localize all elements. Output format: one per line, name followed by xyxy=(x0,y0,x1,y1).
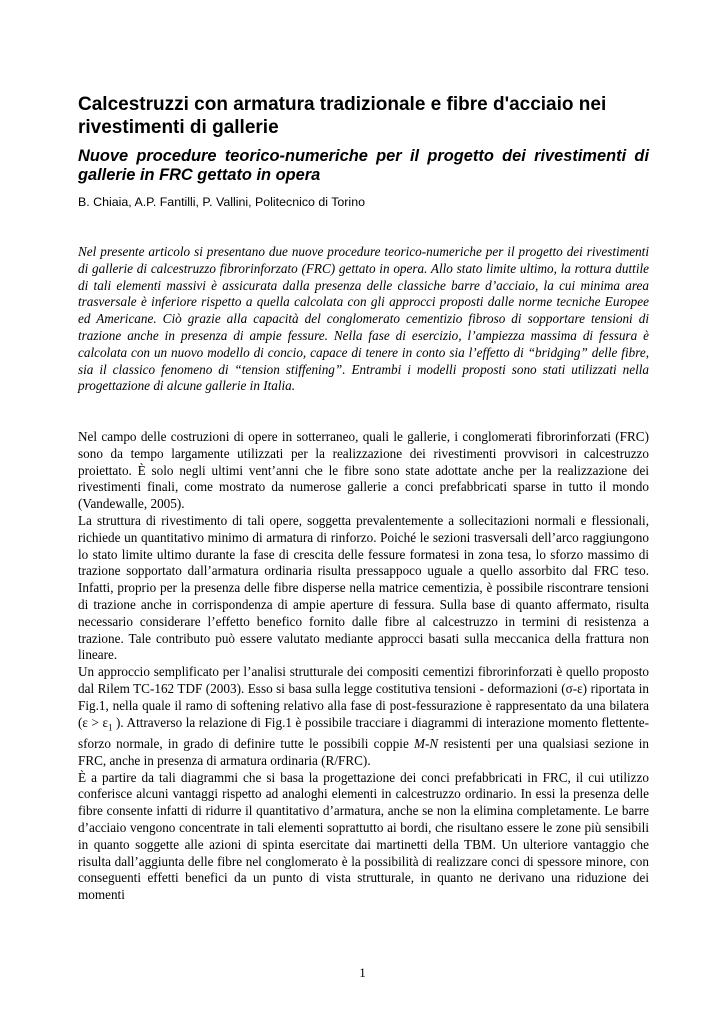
paper-authors: B. Chiaia, A.P. Fantilli, P. Vallini, Politecnico di Torino xyxy=(78,195,365,209)
page-number: 1 xyxy=(359,965,366,980)
paragraph-text: Un approccio semplificato per l’analisi strutturale dei compositi cementizi fibrorinforzati è quello proposto dal Rilem TC-162 TDF (2003). Esso si basa sulla legge costitutiva tensioni - deformazioni (σ-ε) riportata in Fig.1, nella quale il ramo di softening relativo alla fase di post-fessurazione è rappresentato da una bilatera (ε > ε xyxy=(78,664,649,730)
epsilon-subscript: 1 xyxy=(108,722,113,733)
mn-italic: M-N xyxy=(414,735,439,751)
paper-subtitle: Nuove procedure teorico-numeriche per il progetto dei rivestimenti di gallerie in FRC gettato in opera xyxy=(78,147,649,184)
body-paragraph: La struttura di rivestimento di tali opere, soggetta prevalentemente a sollecitazioni normali e flessionali, richiede un quantitativo minimo di armatura di rinforzo. Poiché le sezioni trasversali dell’arco raggiungono lo stato limite ultimo durante la fase di crescita delle fessure formatesi in zona tesa, lo sforzo massimo di trazione sopportato dall’armatura ordinaria risulta pressappoco uguale a quello assorbito dal FRC teso. Infatti, proprio per la presenza delle fibre disperse nella matrice cementizia, è possibile riscontrare tensioni di trazione anche in corrispondenza di ampie aperture di fessura. Sulla base di quanto affermato, risulta necessario considerare l’effetto benefico fornito dalle fibre al calcestruzzo in termini di resistenza a trazione. Tale contributo può essere valutato mediante approcci basati sulla meccanica della frattura non lineare. xyxy=(78,512,649,663)
paper-abstract: Nel presente articolo si presentano due nuove procedure teorico-numeriche per il progetto dei rivestimenti di gallerie di calcestruzzo fibrorinforzato (FRC) gettato in opera. Allo stato limite ultimo, la rottura duttile di tali elementi massivi è assicurata dalla presenza delle classiche barre d’acciaio, la cui minima area trasversale è inferiore rispetto a quella calcolata con gli approcci proposti dalle norme tecniche Europee ed Americane. Ciò grazie alla capacità del conglomerato cementizio fibroso di sopportare tensioni di trazione anche in presenza di ampie fessure. Nella fase di esercizio, l’ampiezza massima di fessura è calcolata con un nuovo modello di concio, capace di tenere in conto sia l’effetto di “bridging” delle fibre, sia il classico fenomeno di “tension stiffening”. Entrambi i modelli proposti sono stati utilizzati nella progettazione di alcune gallerie in Italia. xyxy=(78,244,649,394)
body-paragraph: Nel campo delle costruzioni di opere in sotterraneo, quali le gallerie, i conglomerati fibrorinforzati (FRC) sono da tempo largamente utilizzati per la realizzazione dei rivestimenti provvisori in calcestruzzo proiettato. È solo negli ultimi vent’anni che le fibre sono state adottate anche per la realizzazione dei rivestimenti finali, come mostrato da numerose gallerie a conci prefabbricati sparse in tutto il mondo (Vandewalle, 2005). xyxy=(78,429,649,512)
paragraph-text: ). Attraverso la relazione di Fig.1 è possibile tracciare i diagrammi di interazione momento flettente-sforzo normale, in grado di definire tutte le possibili coppie xyxy=(78,714,650,751)
paragraph-text: resistenti per una qualsiasi sezione in FRC, anche in presenza di armatura ordinaria (R/FRC). xyxy=(78,735,649,768)
paper-title: Calcestruzzi con armatura tradizionale e fibre d'acciaio nei rivestimenti di gallerie xyxy=(78,94,607,138)
body-paragraph: È a partire da tali diagrammi che si basa la progettazione dei conci prefabbricati in FRC, il cui utilizzo conferisce alcuni vantaggi rispetto ad analoghi elementi in calcestruzzo ordinario. In essi la presenza delle fibre consente infatti di ridurre il quantitativo d’armatura, anche se non la elimina completamente. Le barre d’acciaio vengono concentrate in tali elementi soprattutto ai bordi, che risultano essere le zone più sensibili in quanto soggette alle azioni di spinta esercitate dai martinetti della TBM. Un ulteriore vantaggio che risulta dall’aggiunta delle fibre nel conglomerato è la possibilità di realizzare conci di spessore minore, con conseguenti effetti benefici da un punto di vista strutturale, in quanto ne derivano una riduzione dei momenti xyxy=(78,769,649,903)
body-paragraph xyxy=(78,664,649,769)
body-text xyxy=(78,429,649,904)
